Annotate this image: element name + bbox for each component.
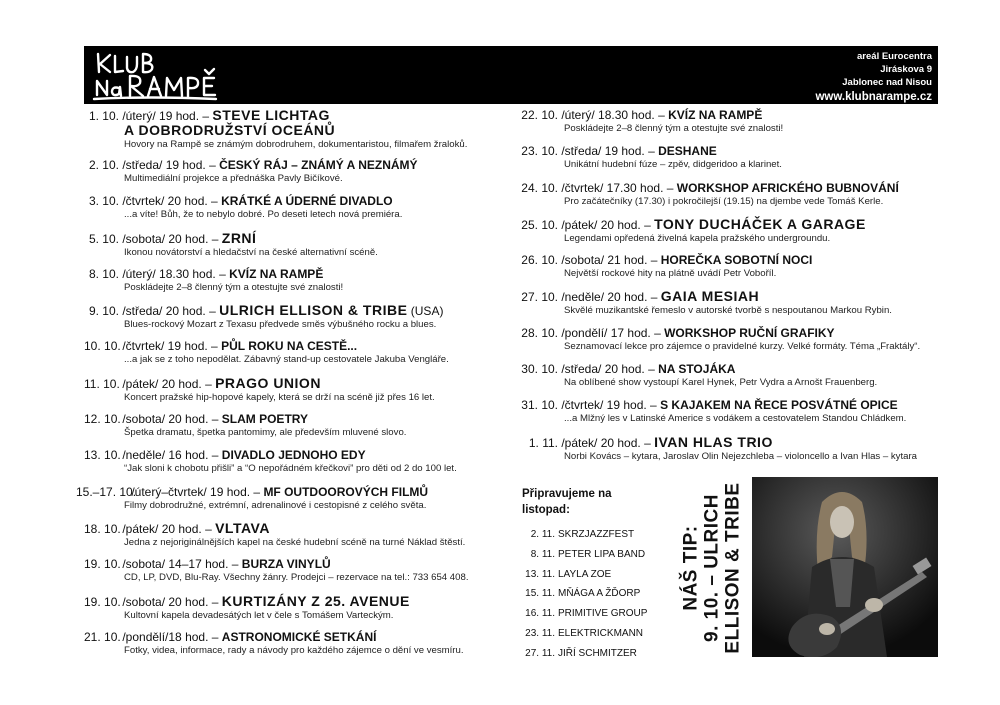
- event-description: Legendami opředená živelná kapela pražského undergroundu.: [564, 232, 831, 244]
- tip-line: ELLISON & TRIBE: [722, 482, 744, 654]
- event-item: [76, 483, 500, 519]
- event-date: 3. 10.: [88, 194, 119, 209]
- event-time: /sobota/ 21 hod. –: [561, 253, 658, 268]
- event-title: KURTIZÁNY Z 25. AVENUE: [221, 592, 410, 609]
- event-title: S KAJAKEM NA ŘECE POSVÁTNÉ OPICE: [660, 398, 898, 413]
- event-description: ...a Mlžný les v Latinské Americe s vodákem a cestovatelem Standou Chládkem.: [564, 413, 907, 425]
- upcoming-item: [522, 604, 672, 624]
- upcoming-date: 2. 11.: [530, 529, 555, 540]
- event-description: Největší rockové hity na plátně uvádí Petr Voboříl.: [564, 268, 777, 280]
- event-time: /úterý–čtvrtek/ 19 hod. –: [131, 484, 261, 499]
- event-description: Poskládejte 2–8 členný tým a otestujte své znalosti!: [124, 281, 344, 293]
- event-time: /čtvrtek/ 19 hod. –: [122, 339, 218, 354]
- event-time: /čtvrtek/ 17.30 hod. –: [561, 180, 674, 195]
- event-time: /sobota/ 20 hod. –: [122, 231, 219, 246]
- our-tip-text: [681, 480, 744, 656]
- event-time: /neděle/ 16 hod. –: [122, 448, 219, 463]
- event-time: /čtvrtek/ 20 hod. –: [122, 194, 218, 209]
- event-date: 11. 10.: [84, 376, 120, 391]
- event-title: WORKSHOP RUČNÍ GRAFIKY: [664, 325, 835, 340]
- upcoming-date: 13. 11.: [525, 568, 555, 580]
- address-line: Jablonec nad Nisou: [842, 77, 932, 88]
- upcoming-date: 16. 11.: [525, 608, 555, 620]
- event-title-suffix: (USA): [407, 304, 444, 319]
- event-time: /čtvrtek/ 19 hod. –: [561, 398, 657, 413]
- club-address: [815, 50, 932, 105]
- event-item: [520, 215, 940, 251]
- upcoming-heading-line: Připravujeme na: [522, 488, 612, 500]
- event-description: Filmy dobrodružné, extrémní, adrenalinové i cestopisné z celého světa.: [124, 499, 427, 511]
- event-date: 19. 10.: [84, 594, 121, 609]
- event-item: [84, 192, 500, 228]
- event-description: CD, LP, DVD, Blu-Ray. Všechny žánry. Prodejci – rezervace na tel.: 733 654 408.: [124, 572, 469, 584]
- event-title: IVAN HLAS TRIO: [654, 433, 773, 450]
- event-time: /středa/ 20 hod. –: [122, 304, 216, 319]
- club-logo-graphic: [88, 48, 248, 102]
- event-title: PŮL ROKU NA CESTĚ...: [221, 339, 358, 354]
- event-title: ZRNÍ: [221, 229, 257, 246]
- event-title: ULRICH ELLISON & TRIBE: [219, 302, 408, 319]
- event-date: 19. 10.: [84, 557, 121, 572]
- upcoming-name: SKRZJAZZFEST: [558, 529, 635, 540]
- event-title: ASTRONOMICKÉ SETKÁNÍ: [221, 629, 377, 644]
- event-item: [520, 179, 940, 215]
- event-title: MF OUTDOOROVÝCH FILMŮ: [263, 484, 429, 499]
- upcoming-name: PETER LIPA BAND: [558, 548, 646, 560]
- event-date: 23. 10.: [521, 144, 558, 159]
- event-date: 25. 10.: [521, 217, 558, 232]
- event-title: SLAM POETRY: [221, 412, 308, 427]
- upcoming-item: [522, 644, 672, 664]
- event-date: 22. 10.: [521, 108, 558, 122]
- event-title: DESHANE: [658, 144, 717, 159]
- event-item: [84, 337, 500, 373]
- event-description: ...a jak se z toho nepodělat. Zábavný stand-up cestovatele Jakuba Vengláře.: [124, 354, 449, 366]
- event-item: [520, 433, 940, 469]
- events-right-column: [520, 106, 940, 469]
- address-line: areál Eurocentra: [857, 51, 932, 62]
- event-date: 27. 10.: [521, 290, 558, 305]
- upcoming-name: PRIMITIVE GROUP: [558, 608, 648, 620]
- upcoming-item: [522, 565, 672, 585]
- event-title: ČESKÝ RÁJ – ZNÁMÝ A NEZNÁMÝ: [219, 158, 418, 172]
- event-description: Koncert pražské hip-hopové kapely, která se drží na scéně již přes 16 let.: [124, 391, 435, 403]
- event-item: [84, 265, 500, 301]
- header-bar: [84, 46, 938, 104]
- upcoming-item: [522, 545, 672, 565]
- event-description: Jedna z nejoriginálnějších kapel na české hudební scéně na turné Náklad štěstí.: [124, 536, 466, 548]
- event-description: Multimediální projekce a přednáška Pavly Bičíkové.: [124, 173, 343, 184]
- event-title: STEVE LICHTAG: [212, 107, 330, 123]
- event-item: [520, 106, 940, 142]
- event-time: /úterý/ 18.30 hod. –: [122, 266, 226, 281]
- event-description: Fotky, videa, informace, rady a návody pro každého zájemce o dění ve vesmíru.: [124, 644, 464, 656]
- upcoming-item: [522, 525, 672, 545]
- event-time: /pátek/ 20 hod. –: [561, 217, 651, 232]
- address-line: Jiráskova 9: [880, 64, 932, 75]
- upcoming-name: JIŘÍ SCHMITZER: [558, 647, 637, 659]
- event-description: Poskládejte 2–8 členný tým a otestujte své znalosti!: [564, 123, 784, 134]
- event-title: HOREČKA SOBOTNÍ NOCI: [660, 253, 813, 268]
- upcoming-date: 15. 11.: [525, 588, 555, 600]
- upcoming-name: LAYLA ZOE: [558, 568, 612, 580]
- event-date: 28. 10.: [521, 325, 558, 340]
- upcoming-date: 27. 11.: [525, 647, 555, 659]
- upcoming-date: 23. 11.: [525, 627, 555, 639]
- event-title: KVÍZ NA RAMPĚ: [668, 108, 763, 122]
- event-item: [84, 229, 500, 265]
- event-time: /sobota/ 14–17 hod. –: [122, 557, 239, 572]
- event-time: /neděle/ 20 hod. –: [561, 290, 658, 305]
- event-item: [84, 410, 500, 446]
- tip-line: 9. 10. – ULRICH: [701, 494, 723, 642]
- event-title-cont: A DOBRODRUŽSTVÍ OCEÁNŮ: [124, 122, 336, 138]
- event-time: /pondělí/18 hod. –: [122, 629, 219, 644]
- event-time: /pátek/ 20 hod. –: [561, 435, 651, 450]
- event-item: [84, 628, 500, 664]
- event-date: 10. 10.: [84, 339, 121, 354]
- event-date: 15.–17. 10.: [76, 484, 137, 499]
- event-description: Norbi Kovács – kytara, Jaroslav Olin Nejezchleba – violoncello a Ivan Hlas – kytara: [564, 450, 918, 462]
- event-date: 2. 10.: [88, 158, 119, 172]
- event-date: 30. 10.: [521, 362, 558, 377]
- upcoming-heading-line: listopad:: [522, 504, 570, 516]
- event-description: Ikonou novátorství a hledačství na české alternativní scéně.: [124, 246, 378, 258]
- upcoming-date: 8. 11.: [530, 548, 555, 560]
- event-title: DIVADLO JEDNOHO EDY: [221, 448, 366, 463]
- event-title: WORKSHOP AFRICKÉHO BUBNOVÁNÍ: [676, 180, 899, 195]
- event-date: 21. 10.: [84, 629, 121, 644]
- event-title: KVÍZ NA RAMPĚ: [229, 266, 324, 281]
- event-item: [520, 287, 940, 323]
- event-description: ...a víte! Bůh, že to nebylo dobré. Po deseti letech nová premiéra.: [124, 209, 403, 221]
- guitarist-photo: [752, 477, 938, 657]
- event-title: KRÁTKÉ A ÚDERNÉ DIVADLO: [221, 194, 393, 209]
- our-tip-box: [676, 480, 748, 656]
- event-time: /úterý/ 18.30 hod. –: [561, 108, 665, 122]
- event-item: [520, 396, 940, 432]
- event-date: 26. 10.: [521, 253, 558, 268]
- events-left-column: [76, 106, 500, 664]
- event-title: PRAGO UNION: [215, 374, 321, 391]
- event-time: /pondělí/ 17 hod. –: [561, 325, 661, 340]
- event-description: Hovory na Rampě se známým dobrodruhem, dokumentaristou, filmařem žraloků.: [124, 139, 468, 150]
- event-date: 5. 10.: [88, 231, 119, 246]
- event-date: 8. 10.: [88, 266, 119, 281]
- event-date: 13. 10.: [84, 448, 121, 463]
- event-item: [84, 374, 500, 410]
- event-title: BURZA VINYLŮ: [241, 557, 331, 572]
- event-title: NA STOJÁKA: [658, 362, 736, 377]
- event-date: 18. 10.: [84, 521, 121, 536]
- event-description: Skvělé muzikantské řemeslo v autorské tvorbě s nespoutanou Markou Rybin.: [564, 305, 892, 317]
- upcoming-november: [522, 486, 672, 664]
- event-time: /pátek/ 20 hod. –: [122, 521, 212, 536]
- event-description: Seznamovací lekce pro zájemce o pravidelné kurzy. Velké formáty. Téma „Fraktály“.: [564, 340, 921, 352]
- event-date: 1. 10.: [88, 109, 119, 123]
- event-item: [520, 324, 940, 360]
- event-description: Kultovní kapela devadesátých let v čele s Tomášem Varteckým.: [124, 609, 394, 621]
- upcoming-item: [522, 584, 672, 604]
- website-link[interactable]: www.klubnarampe.cz: [815, 91, 932, 103]
- upcoming-name: ELEKTRICKMANN: [558, 627, 644, 639]
- upcoming-name: MŇÁGA A ŽĎORP: [558, 588, 641, 600]
- event-description: “Jak sloni k chobotu přišli” a “O nepořádném křečkovi” pro děti od 2 do 100 let.: [124, 463, 457, 475]
- event-item: [84, 106, 500, 156]
- event-date: 12. 10.: [84, 412, 121, 427]
- event-title: VLTAVA: [215, 519, 270, 536]
- event-description: Na oblíbené show vystoupí Karel Hynek, Petr Vydra a Arnošt Frauenberg.: [564, 377, 878, 389]
- event-item: [520, 360, 940, 396]
- event-item: [84, 446, 500, 482]
- event-description: Pro začátečníky (17.30) i pokročilejší (19.15) na djembe vede Tomáš Kerle.: [564, 195, 884, 207]
- event-time: /středa/ 19 hod. –: [122, 158, 216, 172]
- club-logo: [88, 48, 248, 102]
- event-description: Blues-rockový Mozart z Texasu předvede směs výbušného rocku a blues.: [124, 319, 437, 331]
- event-time: /úterý/ 19 hod. –: [122, 109, 210, 123]
- event-item: [84, 519, 500, 555]
- event-item: [84, 555, 500, 591]
- event-date: 1. 11.: [528, 435, 558, 450]
- event-description: Špetka dramatu, špetka pantomimy, ale především mluvené slovo.: [124, 427, 407, 439]
- event-time: /středa/ 19 hod. –: [561, 144, 655, 159]
- event-item: [520, 142, 940, 178]
- event-item: [84, 301, 500, 337]
- event-date: 9. 10.: [88, 304, 119, 319]
- event-title: GAIA MESIAH: [660, 288, 760, 305]
- upcoming-item: [522, 624, 672, 644]
- event-time: /sobota/ 20 hod. –: [122, 412, 219, 427]
- event-item: [84, 592, 500, 628]
- event-date: 31. 10.: [521, 398, 558, 413]
- event-item: [84, 156, 500, 192]
- event-date: 24. 10.: [521, 180, 558, 195]
- guitarist-photo-graphic: [752, 477, 938, 657]
- event-time: /sobota/ 20 hod. –: [122, 594, 219, 609]
- event-time: /středa/ 20 hod. –: [561, 362, 655, 377]
- event-time: /pátek/ 20 hod. –: [122, 376, 212, 391]
- tip-line: NÁŠ TIP:: [680, 525, 702, 611]
- event-description: Unikátní hudební fúze – zpěv, didgeridoo a klarinet.: [564, 159, 782, 171]
- event-title: TONY DUCHÁČEK A GARAGE: [654, 215, 866, 232]
- upcoming-heading: [522, 486, 672, 518]
- event-item: [520, 251, 940, 287]
